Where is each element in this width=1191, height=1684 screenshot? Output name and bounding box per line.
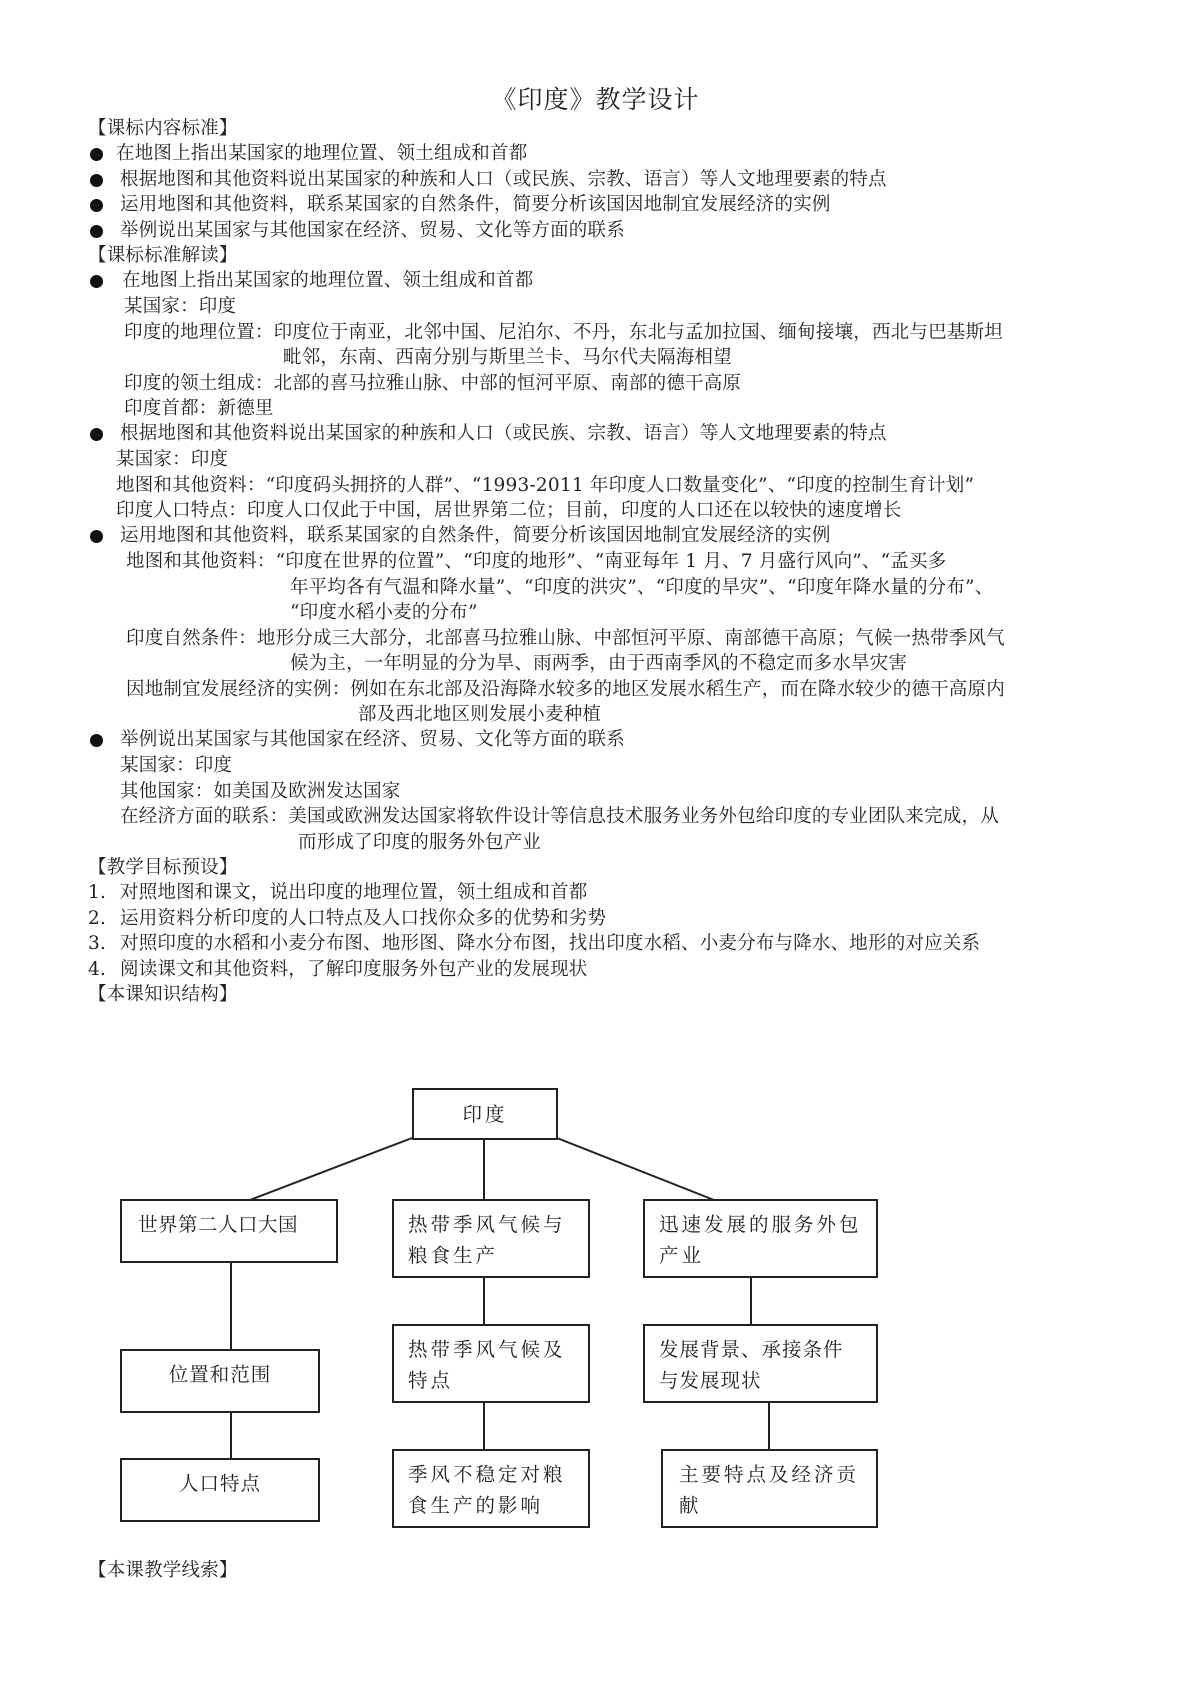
interpretation-line: 地图和其他资料：“印度在世界的位置”、“印度的地形”、“南亚每年 1 月、7 月盛行风向”、“孟买多 [126, 551, 947, 572]
interpretation-line: 印度自然条件：地形分成三大部分，北部喜马拉雅山脉、中部恒河平原、南部德干高原；气候一热带季风气 [126, 628, 1005, 649]
interpretation-bullet-text: 根据地图和其他资料说出某国家的种族和人口（或民族、宗教、语言）等人文地理要素的特点 [120, 423, 887, 444]
section-heading-knowledge-structure: 【本课知识结构】 [88, 984, 238, 1005]
diagram-node: 位置和范围 [120, 1349, 320, 1413]
goal-text: 对照地图和课文，说出印度的地理位置，领土组成和首都 [120, 882, 588, 903]
section-heading-standard-content: 【课标内容标准】 [88, 118, 238, 139]
interpretation-bullet [88, 523, 1088, 549]
standard-item [88, 192, 1088, 218]
goal-item [88, 906, 1128, 932]
standard-item [88, 141, 1088, 167]
interpretation-bullet-text: 在地图上指出某国家的地理位置、领土组成和首都 [122, 270, 534, 291]
diagram-node: 迅速发展的服务外包产业 [643, 1199, 878, 1278]
interpretation-line: 其他国家：如美国及欧洲发达国家 [120, 781, 401, 802]
section-heading-teaching-clue: 【本课教学线索】 [88, 1560, 238, 1581]
bullet-icon [90, 225, 103, 238]
interpretation-line: 年平均各有气温和降水量”、“印度的洪灾”、“印度的旱灾”、“印度年降水量的分布”、 [290, 577, 994, 598]
standard-item [88, 167, 1088, 193]
standard-item-text: 举例说出某国家与其他国家在经济、贸易、文化等方面的联系 [120, 220, 625, 241]
interpretation-bullet [88, 421, 1088, 447]
bullet-icon [90, 148, 103, 161]
interpretation-line: 地图和其他资料：“印度码头拥挤的人群”、“1993-2011 年印度人口数量变化”、“印度的控制生育计划” [116, 475, 975, 496]
section-heading-teaching-goals: 【教学目标预设】 [88, 857, 238, 878]
interpretation-bullet-text: 举例说出某国家与其他国家在经济、贸易、文化等方面的联系 [120, 729, 625, 750]
diagram-node: 热带季风气候与粮食生产 [392, 1199, 590, 1278]
interpretation-line: 印度首都：新德里 [124, 398, 274, 419]
connector-root-col3 [557, 1138, 714, 1200]
interpretation-bullet-text: 运用地图和其他资料，联系某国家的自然条件，简要分析该国因地制宜发展经济的实例 [120, 525, 831, 546]
goal-item [88, 931, 1128, 957]
bullet-icon [90, 530, 103, 543]
standard-item-text: 在地图上指出某国家的地理位置、领土组成和首都 [116, 143, 528, 164]
diagram-node: 热带季风气候及特点 [392, 1324, 590, 1403]
connector-root-col1 [250, 1138, 412, 1200]
interpretation-line: 某国家：印度 [120, 755, 233, 776]
section-heading-standard-interpretation: 【课标标准解读】 [88, 245, 238, 266]
diagram-node: 人口特点 [120, 1458, 320, 1522]
goal-number: 4. [88, 959, 107, 980]
standard-item [88, 218, 1088, 244]
goal-item [88, 957, 1128, 983]
interpretation-line: 候为主，一年明显的分为旱、雨两季，由于西南季风的不稳定而多水旱灾害 [290, 653, 908, 674]
interpretation-line: 印度人口特点：印度人口仅此于中国，居世界第二位；目前，印度的人口还在以较快的速度增长 [116, 500, 902, 521]
bullet-icon [90, 275, 103, 288]
bullet-icon [90, 199, 103, 212]
interpretation-line: 某国家：印度 [124, 296, 237, 317]
diagram-node: 发展背景、承接条件与发展现状 [643, 1324, 878, 1403]
bullet-icon [90, 428, 103, 441]
goal-text: 阅读课文和其他资料，了解印度服务外包产业的发展现状 [120, 959, 588, 980]
interpretation-line: 因地制宜发展经济的实例：例如在东北部及沿海降水较多的地区发展水稻生产，而在降水较少的德干高原内 [126, 679, 1005, 700]
goal-number: 3. [88, 933, 107, 954]
goal-item [88, 880, 1128, 906]
interpretation-bullet [88, 727, 1088, 753]
standard-item-text: 运用地图和其他资料，联系某国家的自然条件，简要分析该国因地制宜发展经济的实例 [120, 194, 831, 215]
diagram-node: 世界第二人口大国 [120, 1199, 338, 1263]
bullet-icon [90, 174, 103, 187]
interpretation-line: 印度的地理位置：印度位于南亚，北邻中国、尼泊尔、不丹，东北与孟加拉国、缅甸接壤，西北与巴基斯坦 [124, 322, 1003, 343]
interpretation-bullet [88, 268, 1088, 294]
interpretation-line: 印度的领土组成：北部的喜马拉雅山脉、中部的恒河平原、南部的德干高原 [124, 373, 742, 394]
goal-number: 1. [88, 882, 107, 903]
interpretation-line: 某国家：印度 [116, 449, 229, 470]
interpretation-line: “印度水稻小麦的分布” [290, 602, 478, 623]
diagram-node: 季风不稳定对粮食生产的影响 [392, 1449, 590, 1528]
interpretation-line: 部及西北地区则发展小麦种植 [358, 704, 602, 725]
goal-number: 2. [88, 908, 107, 929]
interpretation-line: 在经济方面的联系：美国或欧洲发达国家将软件设计等信息技术服务业务外包给印度的专业团队来完成，从 [120, 806, 999, 827]
standard-item-text: 根据地图和其他资料说出某国家的种族和人口（或民族、宗教、语言）等人文地理要素的特点 [120, 169, 887, 190]
interpretation-line: 毗邻，东南、西南分别与斯里兰卡、马尔代夫隔海相望 [283, 347, 732, 368]
goal-text: 对照印度的水稻和小麦分布图、地形图、降水分布图，找出印度水稻、小麦分布与降水、地形的对应关系 [120, 933, 981, 954]
page-title: 《印度》教学设计 [491, 85, 700, 114]
goal-text: 运用资料分析印度的人口特点及人口找你众多的优势和劣势 [120, 908, 607, 929]
diagram-root-node: 印度 [412, 1088, 558, 1140]
bullet-icon [90, 734, 103, 747]
diagram-node: 主要特点及经济贡献 [661, 1449, 878, 1528]
interpretation-line: 而形成了印度的服务外包产业 [298, 832, 542, 853]
